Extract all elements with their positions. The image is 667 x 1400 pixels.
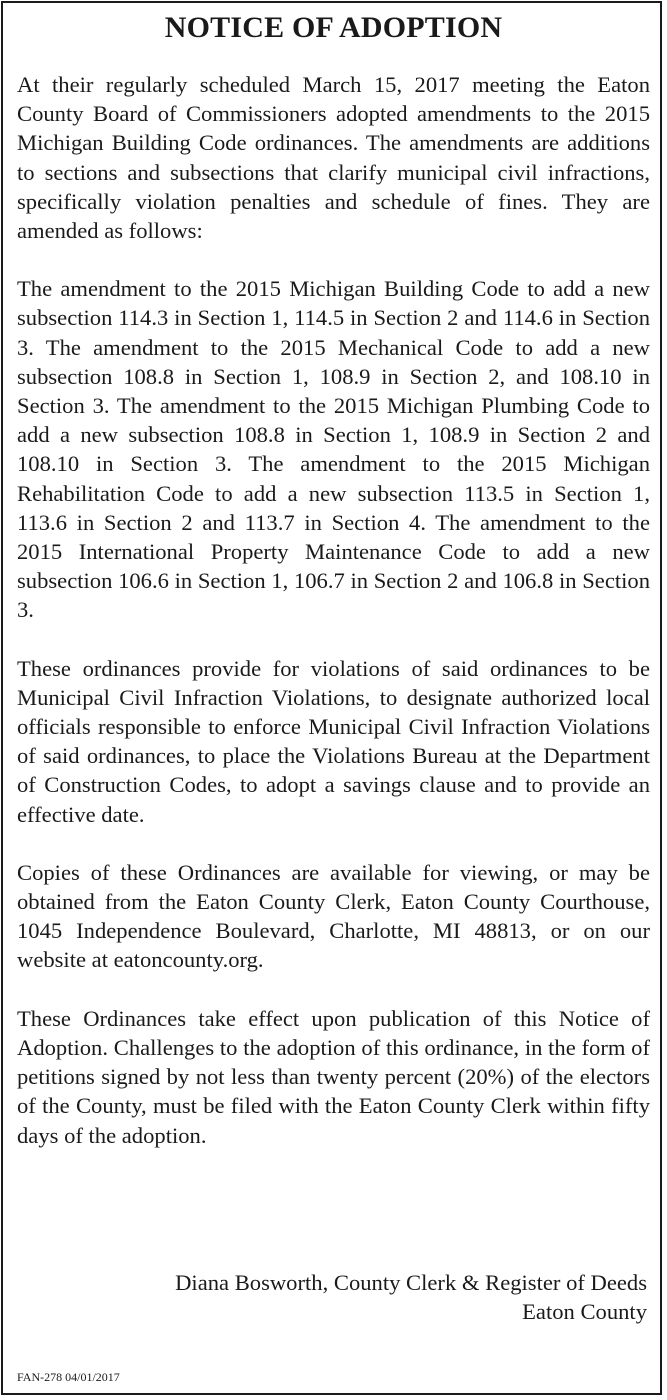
paragraph-amendments: The amendment to the 2015 Michigan Building Code to add a new subsection 114.3 in Section 1, 114.5 in Section 2 and 114.6 in Section 3. The amendment to the 2015 Mechanical Code to add a new subsection 108.8 in Section 1, 108.9 in Section 2, and 108.10 in Section 3. The amendment to the 2015 Michigan Plumbing Code to add a new subsection 108.8 in Section 1, 108.9 in Section 2 and 108.10 in Section 3. The amendment to the 2015 Michigan Rehabilitation Code to add a new subsection 113.5 in Section 1, 113.6 in Section 2 and 113.7 in Section 4. The amendment to the 2015 International Property Maintenance Code to add a new subsection 106.6 in Section 1, 106.7 in Section 2 and 106.8 in Section 3. [17, 276, 650, 623]
paragraph-effective: These Ordinances take effect upon publication of this Notice of Adoption. Challenges to the adoption of this ordinance, in the form of petitions signed by not less than twenty percent (20%) of the electors of the County, must be filed with the Eaton County Clerk within fifty days of the adoption. [17, 1005, 650, 1148]
signature-county: Eaton County [522, 1299, 647, 1325]
notice-body [17, 70, 650, 1179]
paragraph-copies: Copies of these Ordinances are available for viewing, or may be obtained from the Eaton County Clerk, Eaton County Courthouse, 1045 Independence Boulevard, Charlotte, MI 48813, or on our website at eatoncounty.org. [17, 859, 650, 973]
notice-title: NOTICE OF ADOPTION [164, 11, 503, 44]
publication-code: FAN-278 04/01/2017 [17, 1370, 120, 1384]
paragraph-intro: At their regularly scheduled March 15, 2017 meeting the Eaton County Board of Commissioners adopted amendments to the 2015 Michigan Building Code ordinances. The amendments are additions to sections and subsections that clarify municipal civil infractions, specifically violation penalties and schedule of fines. They are amended as follows: [17, 72, 650, 244]
signature-name: Diana Bosworth, County Clerk & Register of Deeds [175, 1270, 647, 1295]
signature-block [175, 1268, 647, 1326]
paragraph-provisions: These ordinances provide for violations of said ordinances to be Municipal Civil Infraction Violations, to designate authorized local officials responsible to enforce Municipal Civil Infraction Violations of said ordinances, to place the Violations Bureau at the Department of Construction Codes, to adopt a savings clause and to provide an effective date. [17, 655, 650, 827]
